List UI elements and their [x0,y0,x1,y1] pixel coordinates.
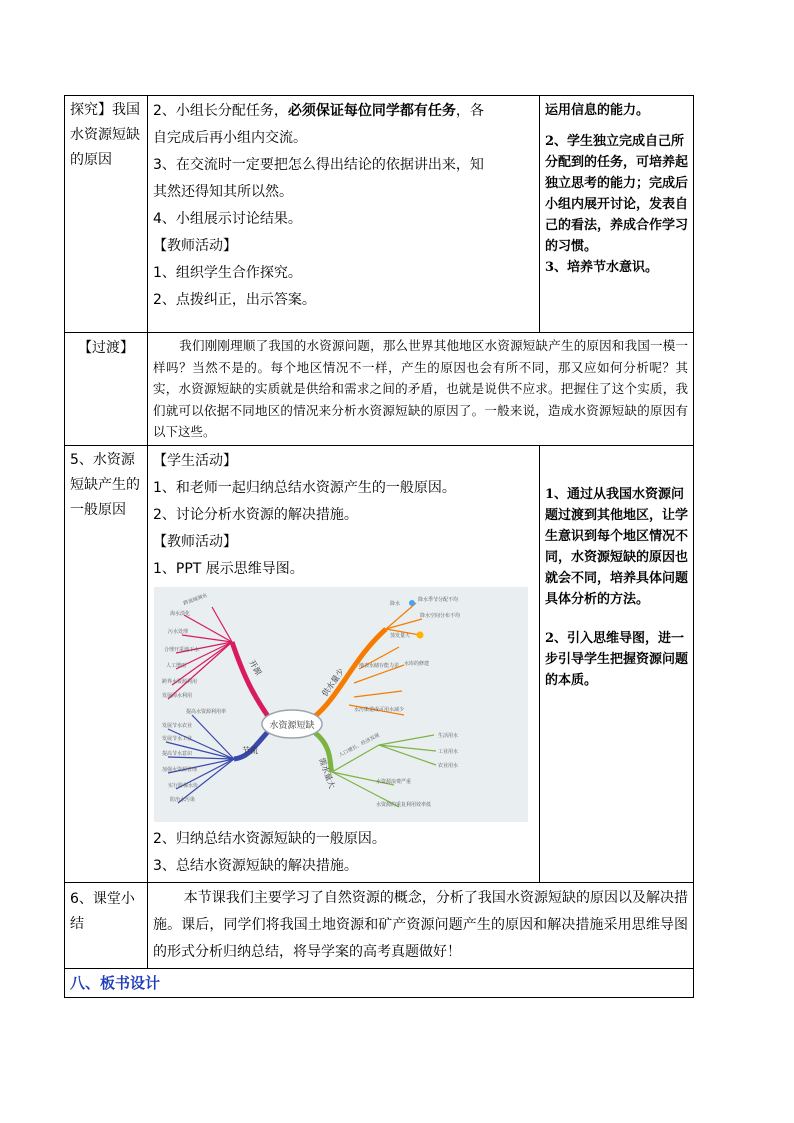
demand-leaf-1: 人口增长、经济发展 [338,731,381,759]
save-leaf-5: 加强水资源管理 [162,766,198,773]
branch-supply-label: 供水量少 [320,666,346,698]
branch-save-label: 节流 [242,745,258,755]
demand-leaf-3: 工业用水 [438,748,459,755]
explore-line-4: 其然还得知其所以然。 [153,184,293,200]
transition-text: 我们刚刚理顺了我国的水资源问题，那么世界其他地区水资源短缺产生的原因和我国一模一样吗？当然不是的。每个地区情况不一样，产生的原因也会有所不同，那又应如何分析呢？其实，水资源短缺的实质就是供给和需求之间的矛盾，也就是说供不应求。把握住了这个实质，我们就可以依据不同地区的情况来分析水资源短缺的原因了。一般来说，造成水资源短缺的原因有以下这些。 [148,333,694,446]
table-row-causes [65,445,694,882]
supply-leaf-3: 降水空间分布不均 [420,612,461,619]
sun-icon [417,631,424,638]
branch-demand-label: 需水量大 [317,756,337,790]
supply-leaf-1: 降水 [390,600,401,607]
supply-leaf-5: 地表水储存能力差 [359,662,400,669]
mind-map [154,587,528,822]
after-item-2: 3、总结水资源短缺的解决措施。 [153,857,358,874]
explore-aim-2: 2、学生独立完成自己所分配到的任务，可培养起独立思考的能力；完成后小组内展开讨论，发表自己的看法，养成合作学习的习惯。 [545,134,689,254]
open-leaf-5: 人工增雨 [166,662,187,669]
open-leaf-1: 跨流域调水 [182,592,209,607]
causes-aim-1: 1、通过从我国水资源问题过渡到其他地区，让学生意识到每个地区情况不同，水资源短缺的原因也就会不同，培养具体问题具体分析的方法。 [545,486,689,607]
save-leaf-2: 发展节水农业 [162,722,193,729]
supply-leaf-7: 水污染造成可用水减少 [354,706,405,713]
teacher-item-1: 1、PPT 展示思维导图。 [153,560,304,577]
table-row-explore [65,96,694,333]
save-leaf-4: 提高节水意识 [162,750,193,757]
student-item-1: 1、和老师一起归纳总结水资源产生的一般原因。 [153,479,456,496]
emphasis-text: 必须保证每位同学都有任务 [287,103,456,119]
open-leaf-7: 发展海水利用 [162,692,193,699]
explore-aim-3: 3、培养节水意识。 [545,260,659,275]
explore-aim-1: 运用信息的能力。 [545,103,650,118]
supply-leaf-6: 水库的修建 [404,660,430,667]
supply-leaf-2: 降水季节分配不均 [418,596,459,603]
rain-icon [409,600,415,606]
causes-label: 5、水资源短缺产生的一般原因 [65,445,148,882]
table-row-section [65,968,694,997]
explore-line-7: 1、组织学生合作探究。 [153,265,302,281]
demand-leaf-4: 农业用水 [438,762,459,769]
explore-line-3: 3、在交流时一定要把怎么得出结论的依据讲出来，知 [153,157,484,173]
open-leaf-2: 海水淡化 [170,610,191,617]
explore-content [148,96,540,333]
demand-leaf-2: 生活用水 [438,732,459,739]
mind-map-background [154,587,528,822]
summary-text: 本节课我们主要学习了自然资源的概念，分析了我国水资源短缺的原因以及解决措施。课后，同学们将我国土地资源和矿产资源问题产生的原因和解决措施采用思维导图的形式分析归纳总结，将导学案的高考真题做好！ [148,882,694,968]
explore-label: 探究】我国水资源短缺的原因 [65,96,148,333]
student-activity-header: 【学生活动】 [153,452,237,469]
explore-aims [540,96,694,333]
causes-content [148,445,540,882]
summary-label: 6、课堂小结 [65,882,148,968]
open-leaf-3: 污水处理 [168,628,189,635]
table-row-summary [65,882,694,968]
student-item-2: 2、讨论分析水资源的解决措施。 [153,506,358,523]
teacher-activity-header: 【教师活动】 [153,533,237,550]
save-leaf-1: 提高水资源利用率 [186,708,227,715]
save-leaf-6: 实行阶梯水价 [168,782,199,789]
save-leaf-3: 发展节水工业 [162,735,193,742]
table-row-transition [65,333,694,446]
explore-line-2: 自完成后再小组内交流。 [153,130,307,146]
causes-aims [540,445,694,882]
after-item-1: 2、归纳总结水资源短缺的一般原因。 [153,830,386,847]
open-leaf-4: 合理开采地下水 [164,646,200,653]
explore-line-1: 2、小组长分配任务，必须保证每位同学都有任务，各 [153,103,484,119]
open-leaf-6: 跨界水资源利用 [162,678,198,685]
explore-line-5: 4、小组展示讨论结果。 [153,211,302,227]
save-leaf-7: 防治水污染 [170,796,196,803]
lesson-plan-table [64,95,694,998]
causes-aim-2: 2、引入思维导图，进一步引导学生把握资源问题的本质。 [545,630,689,688]
transition-label: 【过渡】 [65,333,148,446]
section-title: 八、板书设计 [65,968,694,997]
branch-open-label: 开源 [247,658,264,677]
demand-leaf-6: 水资源的重复利用效率低 [376,801,432,808]
mind-map-center-text: 水资源短缺 [269,720,315,731]
explore-line-6: 【教师活动】 [153,238,237,254]
explore-line-8: 2、点拨纠正，出示答案。 [153,292,316,308]
demand-leaf-5: 水资源浪费严重 [376,778,412,785]
supply-leaf-4: 蒸发量大 [390,632,411,639]
